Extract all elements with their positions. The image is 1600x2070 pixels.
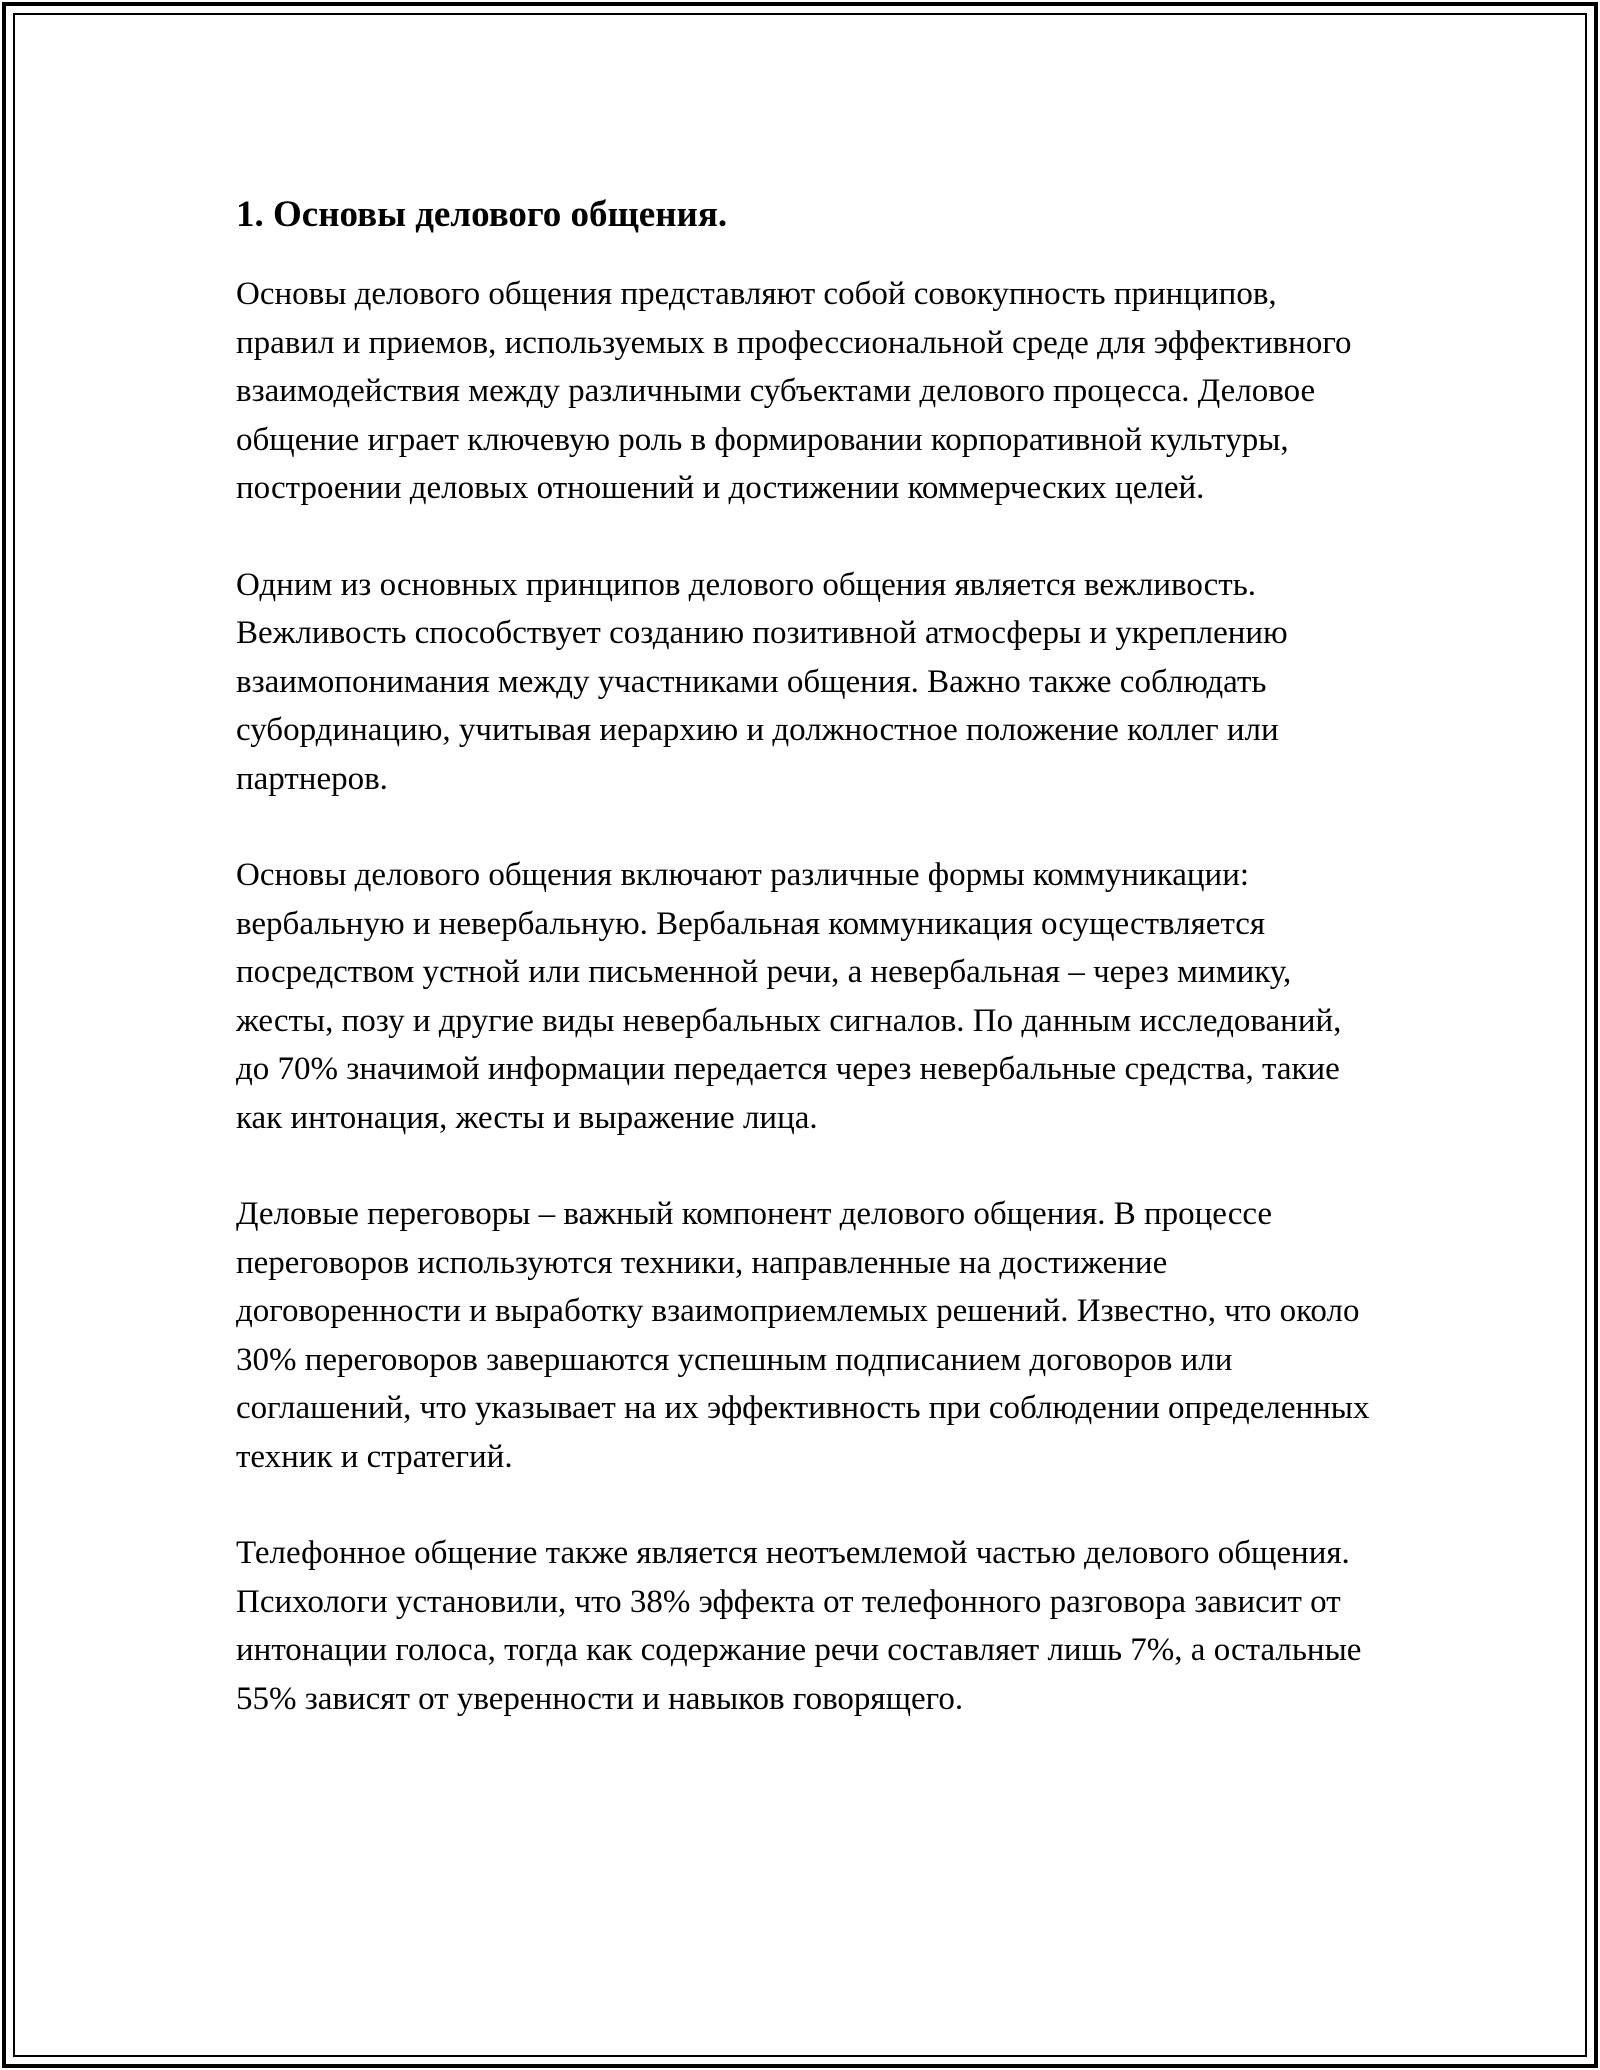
paragraph-phone-communication: Телефонное общение также является неотъемлемой частью делового общения. Психологи установили, что 38% эффекта от телефонного разговора зависит от интонации голоса, тогда как содержание речи составляет лишь 7%, а остальные 55% зависят от уверенности и навыков говорящего. — [236, 1535, 1362, 1717]
paragraph-communication-forms: Основы делового общения включают различные формы коммуникации: вербальную и невербальную. Вербальная коммуникация осуществляется посредством устной или письменной речи, а невербальная – через мимику, жесты, позу и другие виды невербальных сигналов. По данным исследований, до 70% значимой информации передается через невербальные средства, такие как интонация, жесты и выражение лица. — [236, 857, 1342, 1136]
paragraph-negotiations: Деловые переговоры – важный компонент делового общения. В процессе переговоров используются техники, направленные на достижение договоренности и выработку взаимоприемлемых решений. Известно, что около 30% переговоров завершаются успешным подписанием договоров или соглашений, что указывает на их эффективность при соблюдении определенных техник и стратегий. — [236, 1196, 1370, 1475]
paragraph-politeness: Одним из основных принципов делового общения является вежливость. Вежливость способствует созданию позитивной атмосферы и укреплению взаимопонимания между участниками общения. Важно также соблюдать субординацию, учитывая иерархию и должностное положение коллег или партнеров. — [236, 566, 1288, 797]
section-heading: 1. Основы делового общения. — [236, 194, 728, 235]
document-body — [236, 180, 1376, 1771]
paragraph-intro: Основы делового общения представляют собой совокупность принципов, правил и приемов, используемых в профессиональной среде для эффективного взаимодействия между различными субъектами делового процесса. Деловое общение играет ключевую роль в формировании корпоративной культуры, построении деловых отношений и достижении коммерческих целей. — [236, 276, 1352, 506]
